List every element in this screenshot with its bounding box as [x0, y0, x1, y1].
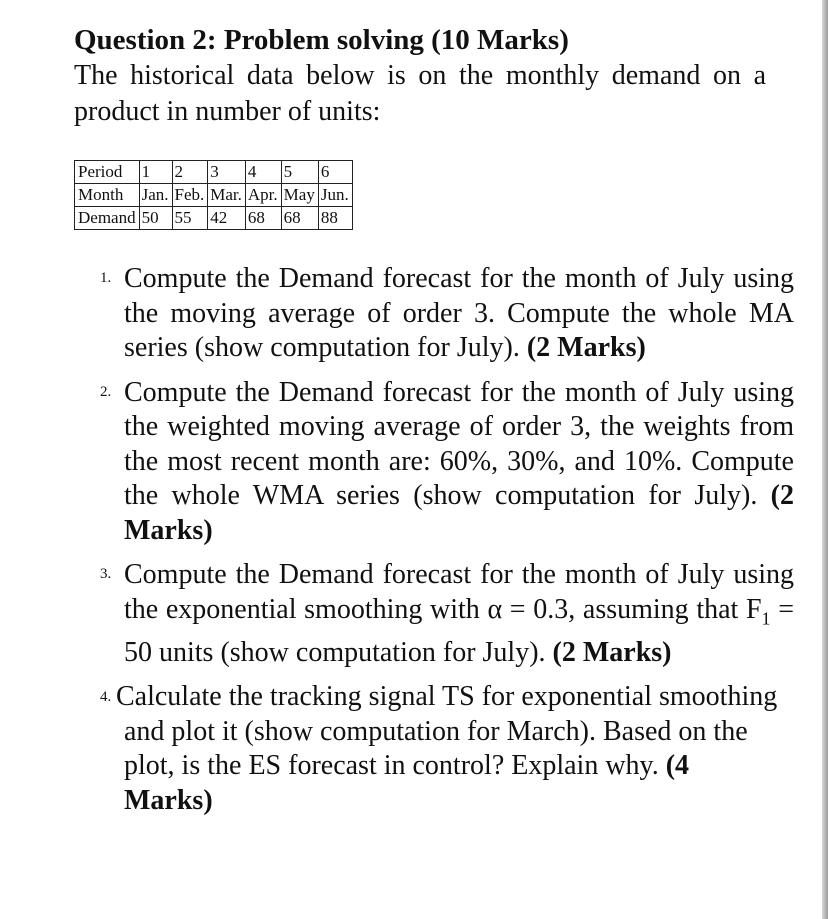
task-text: [124, 376, 794, 549]
task-marks-cont: Marks): [124, 784, 213, 816]
task-line-1: Calculate the tracking signal TS for exponential smoothing: [116, 681, 778, 713]
task-item-2: [74, 376, 794, 549]
table-cell: 4: [245, 161, 281, 184]
task-number: 3.: [100, 566, 112, 582]
task-marks: (2 Marks): [526, 332, 646, 363]
document-page: [74, 22, 794, 828]
task-number: 4.: [100, 689, 112, 706]
task-marks: (2 Marks): [552, 636, 672, 668]
table-cell: Apr.: [245, 184, 281, 207]
table-cell: Jan.: [139, 184, 172, 207]
task-item-1: [74, 262, 794, 366]
task-body: Compute the Demand forecast for the month of July using the weighted moving average of order 3, the weights from the most recent month are: 60%, 30%, and 10%. Compute the whole WMA series (show computation for July).: [124, 376, 794, 511]
table-cell: Jun.: [318, 184, 352, 207]
table-cell: 2: [172, 161, 208, 184]
task-body: Compute the Demand forecast for the month of July using the moving average of order 3. Compute the whole MA series (show computation for July).: [124, 263, 794, 363]
task-body-cont: = 50 units (show computation for July).: [124, 593, 794, 668]
task-number: 2.: [100, 383, 112, 400]
table-cell: 68: [281, 207, 318, 230]
question-heading: Question 2: Problem solving (10 Marks): [74, 24, 569, 56]
demand-table: [74, 160, 353, 230]
task-marks: (4: [665, 750, 690, 782]
task-item-4: [74, 680, 794, 818]
task-item-3: [74, 558, 794, 670]
table-cell: 55: [172, 207, 208, 230]
task-line-2: and plot it (show computation for March). Based on the: [124, 715, 748, 747]
table-cell: 68: [245, 207, 281, 230]
row-header: Period: [75, 161, 140, 184]
page-edge-shadow: [822, 0, 828, 919]
table-row-period: [75, 161, 353, 184]
task-number: 1.: [100, 270, 112, 286]
table-row-month: [75, 184, 353, 207]
table-cell: 3: [208, 161, 246, 184]
task-line-3: [116, 749, 794, 784]
intro-paragraph: The historical data below is on the monthly demand on a product in number of units:: [74, 60, 766, 127]
table-cell: 5: [281, 161, 318, 184]
task-text: [124, 262, 794, 366]
table-cell: 42: [208, 207, 246, 230]
task-line-3-text: plot, is the ES forecast in control? Explain why.: [124, 750, 659, 782]
table-row-demand: [75, 207, 353, 230]
table-cell: May: [281, 184, 318, 207]
table-cell: 50: [139, 207, 172, 230]
table-cell: 88: [318, 207, 352, 230]
task-body: Compute the Demand forecast for the month of July using the exponential smoothing with α = 0.3, assuming that F: [124, 559, 794, 625]
table-cell: 1: [139, 161, 172, 184]
row-header: Demand: [75, 207, 140, 230]
task-list: [74, 262, 794, 818]
table-cell: Feb.: [172, 184, 208, 207]
task-marks: (2 Marks): [124, 480, 794, 546]
subscript: 1: [761, 608, 771, 629]
task-text: [116, 680, 794, 818]
table-cell: Mar.: [208, 184, 246, 207]
table-cell: 6: [318, 161, 352, 184]
row-header: Month: [75, 184, 140, 207]
task-text: [124, 558, 794, 670]
